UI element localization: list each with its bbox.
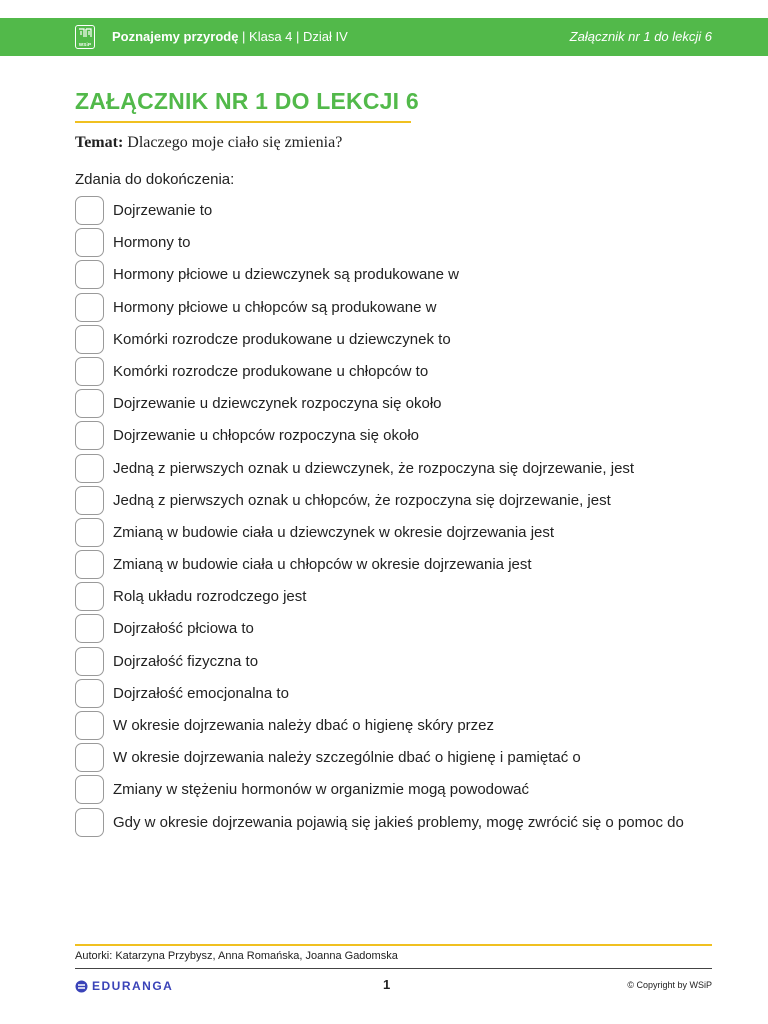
sentence-text: Rolą układu rozrodczego jest: [113, 588, 307, 606]
logo-text: WSiP: [78, 42, 92, 47]
eduranga-logo: [75, 978, 173, 994]
sentence-text: Dojrzałość fizyczna to: [113, 652, 259, 670]
answer-checkbox[interactable]: [75, 293, 104, 322]
answer-checkbox[interactable]: [75, 775, 104, 804]
page-title: ZAŁĄCZNIK NR 1 DO LEKCJI 6: [75, 88, 419, 114]
sentence-text: Jedną z pierwszych oznak u chłopców, że rozpoczyna się dojrzewanie, jest: [113, 491, 611, 509]
footer-rule: [75, 968, 712, 969]
sentence-text: W okresie dojrzewania należy dbać o higienę skóry przez: [113, 717, 495, 734]
answer-checkbox[interactable]: [75, 486, 104, 515]
answer-checkbox[interactable]: [75, 389, 104, 418]
answer-checkbox[interactable]: [75, 260, 104, 289]
header-title: [112, 29, 348, 44]
topic-text: Dlaczego moje ciało się zmienia?: [123, 134, 343, 151]
answer-checkbox[interactable]: [75, 550, 104, 579]
answer-checkbox[interactable]: [75, 647, 104, 676]
course-details: | Klasa 4 | Dział IV: [238, 29, 348, 44]
sentence-text: Zmianą w budowie ciała u chłopców w okresie dojrzewania jest: [113, 556, 532, 574]
sentence-text: Gdy w okresie dojrzewania pojawią się jakieś problemy, mogę zwrócić się o pomoc do: [113, 813, 684, 831]
sentence-text: Dojrzewanie u dziewczynek rozpoczyna się około: [113, 395, 442, 413]
answer-checkbox[interactable]: [75, 454, 104, 483]
brand-name: EDURANGA: [92, 979, 174, 993]
sentence-text: Dojrzewanie u chłopców rozpoczyna się około: [113, 427, 419, 445]
answer-checkbox[interactable]: [75, 711, 104, 740]
intro-text: Zdania do dokończenia:: [75, 171, 235, 188]
topic: [75, 134, 342, 152]
copyright: © Copyright by WSiP: [627, 980, 712, 990]
sentence-text: Dojrzewanie to: [113, 202, 213, 219]
sentence-text: Jedną z pierwszych oznak u dziewczynek, że rozpoczyna się dojrzewanie, jest: [113, 459, 635, 477]
subject-name: Poznajemy przyrodę: [112, 29, 239, 44]
header-bar: [0, 18, 768, 56]
topic-label: Temat:: [75, 134, 124, 151]
book-icon: [78, 28, 92, 38]
sentence-text: Hormony to: [113, 234, 191, 252]
eduranga-icon: [75, 980, 88, 993]
sentence-text: W okresie dojrzewania należy szczególnie dbać o higienę i pamiętać o: [113, 749, 581, 767]
answer-checkbox[interactable]: [75, 808, 104, 837]
answer-checkbox[interactable]: [75, 325, 104, 354]
sentence-text: Zmianą w budowie ciała u dziewczynek w okresie dojrzewania jest: [113, 523, 555, 541]
authors: Autorki: Katarzyna Przybysz, Anna Romańska, Joanna Gadomska: [75, 950, 398, 962]
attachment-label: Załącznik nr 1 do lekcji 6: [569, 29, 712, 44]
answer-checkbox[interactable]: [75, 582, 104, 611]
sentence-text: Dojrzałość emocjonalna to: [113, 684, 289, 702]
sentence-text: Komórki rozrodcze produkowane u dziewczynek to: [113, 330, 451, 348]
answer-checkbox[interactable]: [75, 196, 104, 225]
wsip-logo: [75, 25, 95, 49]
page-number: 1: [383, 977, 391, 992]
title-underline: [75, 121, 411, 123]
sentence-text: Hormony płciowe u chłopców są produkowane w: [113, 298, 437, 316]
answer-checkbox[interactable]: [75, 421, 104, 450]
answer-checkbox[interactable]: [75, 228, 104, 257]
answer-checkbox[interactable]: [75, 679, 104, 708]
answer-checkbox[interactable]: [75, 357, 104, 386]
sentence-text: Hormony płciowe u dziewczynek są produkowane w: [113, 266, 459, 284]
answer-checkbox[interactable]: [75, 518, 104, 547]
answer-checkbox[interactable]: [75, 743, 104, 772]
sentence-text: Dojrzałość płciowa to: [113, 620, 254, 638]
sentence-text: Komórki rozrodcze produkowane u chłopców to: [113, 362, 429, 380]
answer-checkbox[interactable]: [75, 614, 104, 643]
sentence-text: Zmiany w stężeniu hormonów w organizmie mogą powodować: [113, 781, 530, 799]
footer-divider: [75, 944, 712, 946]
